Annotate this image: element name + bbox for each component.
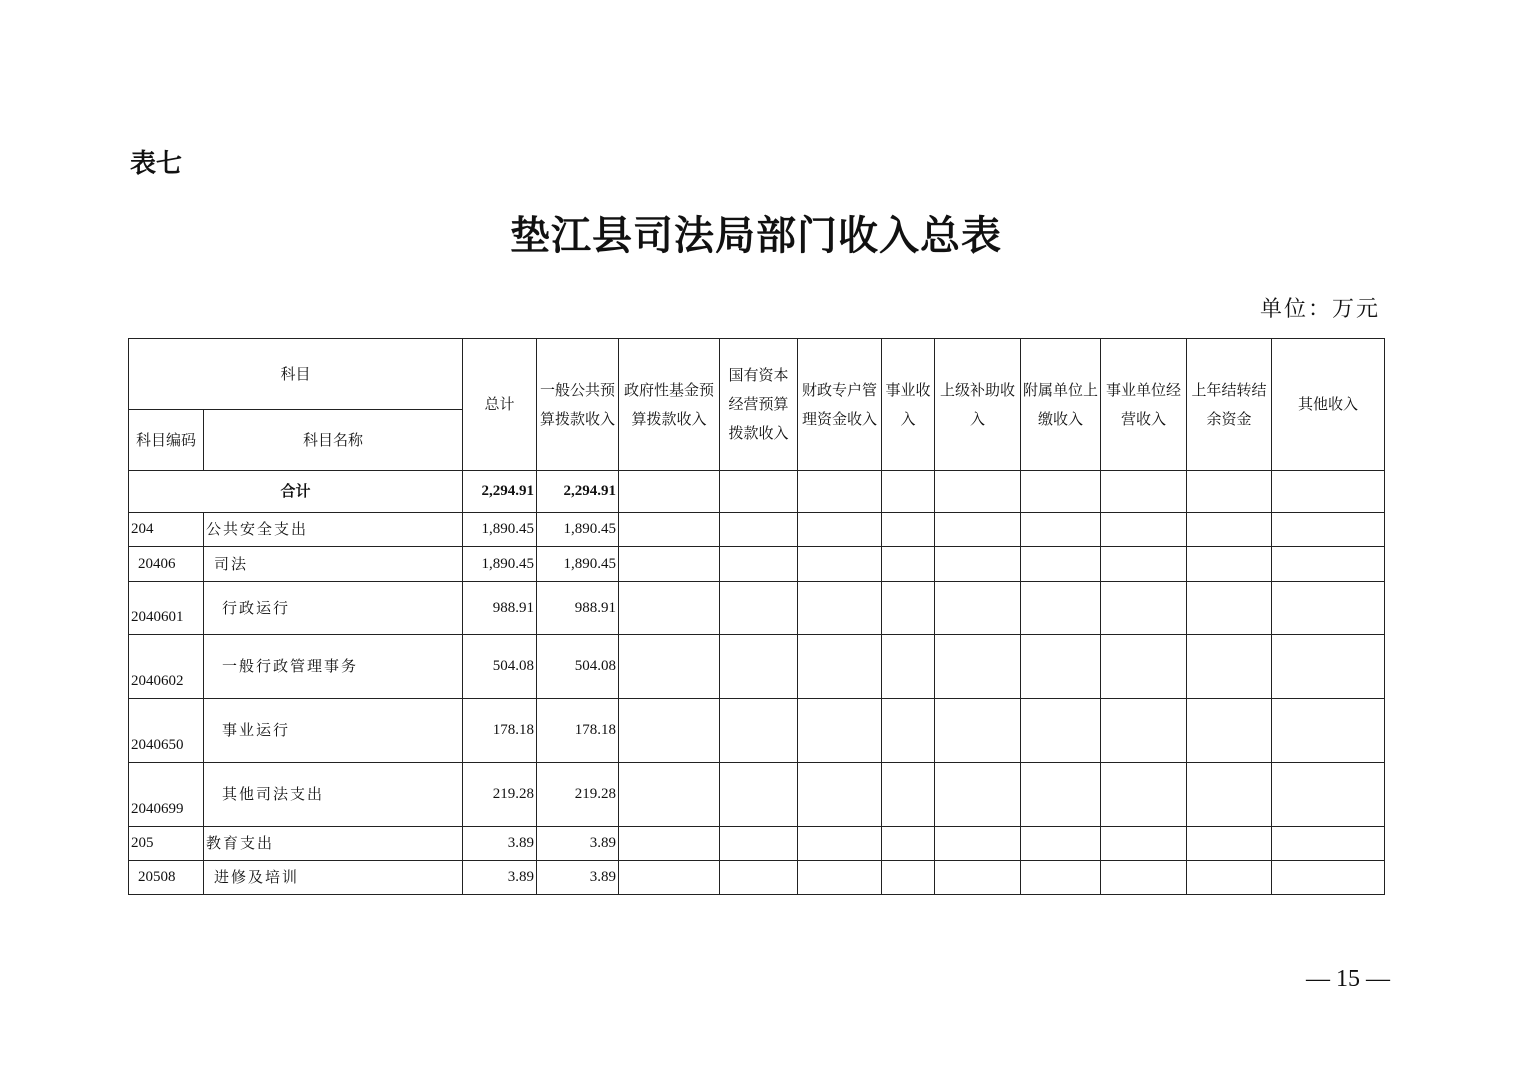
header-superior-subsidy: 上级补助收入 — [935, 339, 1021, 471]
page-number: — 15 — — [1306, 966, 1390, 992]
header-prior-year-balance: 上年结转结余资金 — [1187, 339, 1272, 471]
row-name: 教育支出 — [204, 827, 463, 861]
row-code: 205 — [129, 827, 204, 861]
header-fiscal-special: 财政专户管理资金收入 — [798, 339, 882, 471]
row-general-budget: 504.08 — [537, 635, 619, 699]
row-total: 3.89 — [463, 861, 537, 895]
header-business-income: 事业收入 — [882, 339, 935, 471]
row-name: 行政运行 — [204, 582, 463, 635]
table-row — [129, 827, 1385, 861]
row-name: 其他司法支出 — [204, 763, 463, 827]
row-name: 一般行政管理事务 — [204, 635, 463, 699]
header-business-operation: 事业单位经营收入 — [1101, 339, 1187, 471]
total-cell-total: 2,294.91 — [463, 471, 537, 513]
unit-label: 单位：万元 — [1259, 297, 1380, 322]
header-other-income: 其他收入 — [1272, 339, 1385, 471]
header-state-capital: 国有资本经营预算拨款收入 — [720, 339, 798, 471]
row-code: 2040602 — [129, 635, 204, 699]
row-general-budget: 988.91 — [537, 582, 619, 635]
row-code: 204 — [129, 513, 204, 547]
document-title: 垫江县司法局部门收入总表 — [510, 212, 1002, 259]
table-row — [129, 513, 1385, 547]
table-row — [129, 635, 1385, 699]
row-general-budget: 3.89 — [537, 861, 619, 895]
row-name: 进修及培训 — [204, 861, 463, 895]
row-total: 988.91 — [463, 582, 537, 635]
row-general-budget: 1,890.45 — [537, 513, 619, 547]
header-subject-group: 科目 — [129, 339, 463, 410]
row-total: 504.08 — [463, 635, 537, 699]
row-general-budget: 1,890.45 — [537, 547, 619, 582]
income-summary-table — [128, 338, 1385, 895]
row-total: 1,890.45 — [463, 547, 537, 582]
row-code: 20406 — [129, 547, 204, 582]
row-total: 219.28 — [463, 763, 537, 827]
header-general-budget: 一般公共预算拨款收入 — [537, 339, 619, 471]
table-row — [129, 699, 1385, 763]
header-gov-fund: 政府性基金预算拨款收入 — [619, 339, 720, 471]
table-row — [129, 763, 1385, 827]
table-row — [129, 861, 1385, 895]
row-code: 2040650 — [129, 699, 204, 763]
row-general-budget: 178.18 — [537, 699, 619, 763]
row-total: 178.18 — [463, 699, 537, 763]
row-general-budget: 219.28 — [537, 763, 619, 827]
row-name: 司法 — [204, 547, 463, 582]
row-general-budget: 3.89 — [537, 827, 619, 861]
header-subject-name: 科目名称 — [204, 410, 463, 471]
table-label: 表七 — [130, 149, 183, 179]
row-name: 事业运行 — [204, 699, 463, 763]
row-total: 1,890.45 — [463, 513, 537, 547]
table-row — [129, 582, 1385, 635]
header-total: 总计 — [463, 339, 537, 471]
header-subject-code: 科目编码 — [129, 410, 204, 471]
table-row — [129, 547, 1385, 582]
total-row — [129, 471, 1385, 513]
total-label: 合计 — [129, 471, 463, 513]
row-code: 2040601 — [129, 582, 204, 635]
total-cell-general-budget: 2,294.91 — [537, 471, 619, 513]
header-row-1 — [129, 339, 1385, 410]
row-code: 20508 — [129, 861, 204, 895]
row-code: 2040699 — [129, 763, 204, 827]
row-name: 公共安全支出 — [204, 513, 463, 547]
row-total: 3.89 — [463, 827, 537, 861]
header-affiliate-payment: 附属单位上缴收入 — [1021, 339, 1101, 471]
